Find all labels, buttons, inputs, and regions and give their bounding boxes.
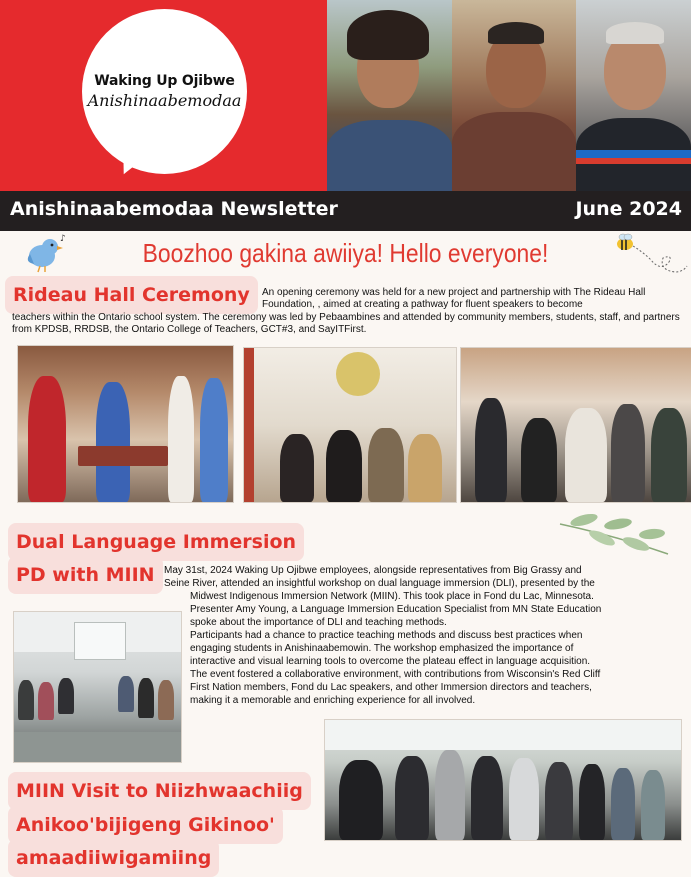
dli-text-line: interactive and visual learning tools to overcome the plateau effect in language acquisition. xyxy=(190,656,591,667)
photo-dli-workshop-circle xyxy=(13,611,182,763)
leaf-branch-icon xyxy=(556,508,671,558)
logo-title: Waking Up Ojibwe xyxy=(94,73,235,89)
section-heading-dli-line2: PD with MIIN xyxy=(8,556,163,594)
dli-text-line: Midwest Indigenous Immersion Network (MIIN). This took place in Fond du Lac, Minnesota. xyxy=(190,591,594,602)
svg-text:♪: ♪ xyxy=(60,234,66,244)
logo-subtitle: Anishinaabemodaa xyxy=(87,91,242,110)
portrait-photo-man-smiling xyxy=(452,0,576,191)
dli-text-line: Participants had a chance to practice teaching methods and discuss best practices when xyxy=(190,630,583,641)
section-heading-miin-line1: MIIN Visit to Niizhwaachiig xyxy=(8,772,311,810)
dli-text-line: engaging students in Anishinaabemowin. The workshop emphasized the importance of xyxy=(190,643,574,654)
dli-text-line: making it a memorable and enriching experience for all involved. xyxy=(190,695,476,706)
portrait-photo-woman xyxy=(327,0,452,191)
dli-text-line: First Nation members, Fond du Lac speakers, and other Immersion directors and teachers, xyxy=(190,682,592,693)
greeting-heading: Boozhoo gakina awiiya! Hello everyone! xyxy=(142,238,549,268)
section-heading-miin-line2: Anikoo'bijigeng Gikinoo' xyxy=(8,806,283,844)
portrait-photo-elder xyxy=(576,0,691,191)
logo-speech-bubble xyxy=(82,9,247,174)
rideau-paragraph-body: teachers within the Ontario school system. The ceremony was led by Pebaambines and attended by community members, students, staff, and partners from KPDSB, RRDSB, the Ontario College of Teachers, GCT#3, and SayITFirst. xyxy=(12,312,680,336)
dli-text-line: spoke about the importance of DLI and teaching methods. xyxy=(190,617,447,628)
section-heading-dli-line1: Dual Language Immersion xyxy=(8,523,304,561)
section-heading-rideau: Rideau Hall Ceremony xyxy=(5,276,258,314)
photo-miin-visit-group xyxy=(324,719,682,841)
newsletter-title: Anishinaabemodaa Newsletter xyxy=(10,198,338,220)
dli-text-line: Presenter Amy Young, a Language Immersion Education Specialist from MN State Education xyxy=(190,604,602,615)
rideau-paragraph-intro: An opening ceremony was held for a new project and partnership with The Rideau Hall Foundation, , aimed at creating a pathway for fluent speakers to become xyxy=(262,287,646,311)
photo-rideau-ceremony-2 xyxy=(243,347,457,503)
newsletter-date: June 2024 xyxy=(575,198,682,220)
section-heading-miin-line3: amaadiiwigamiing xyxy=(8,839,219,877)
dli-text-line: May 31st, 2024 Waking Up Ojibwe employees, alongside representatives from Big Grassy and xyxy=(164,565,582,576)
photo-rideau-ceremony-1 xyxy=(17,345,234,503)
dli-text-line: The event fostered a collaborative environment, with contributions from Wisconsin's Red Cliff xyxy=(190,669,601,680)
photo-rideau-ceremony-3 xyxy=(460,347,691,503)
dli-text-line: Seine River, attended an insightful workshop on dual language immersion (DLI), presented by the xyxy=(164,578,595,589)
